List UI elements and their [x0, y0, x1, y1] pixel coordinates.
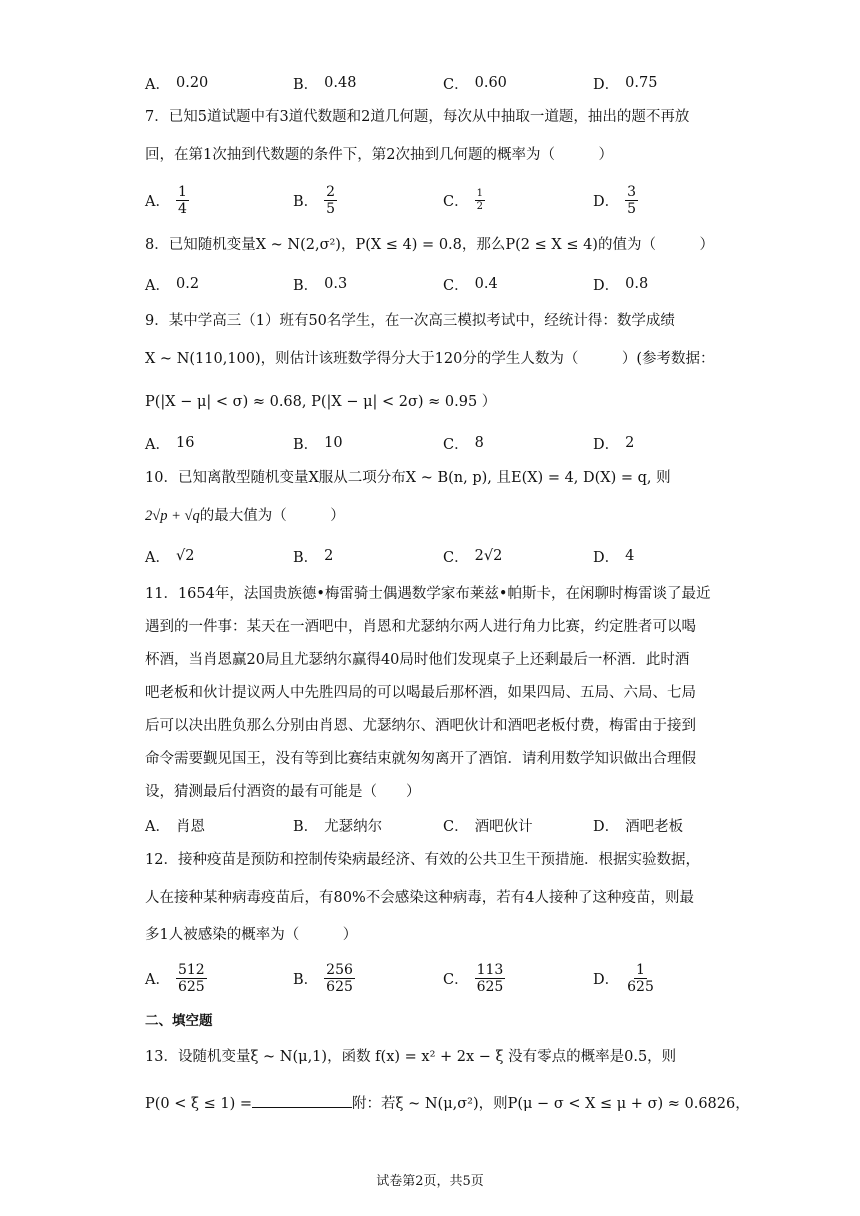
- q10-stem-line2: 2√p + √q的最大值为（ ）: [145, 508, 345, 524]
- q13-stem-line1: 13．设随机变量ξ ~ N(μ,1)，函数 f(x) = x² + 2x − ξ 没有零点的概率是0.5，则: [145, 1049, 677, 1065]
- q12-option-c: C． $\frac{113}{625}$: [443, 961, 504, 995]
- section-heading: 二、填空题: [145, 1013, 213, 1029]
- q10-option-a: A． √2: [145, 548, 195, 566]
- q8-option-d: D． 0.8: [593, 276, 649, 294]
- q10-options: [145, 539, 745, 573]
- q9-stem-line3: P(|X − μ| < σ) ≈ 0.68, P(|X − μ| < 2σ) ≈ 0.95 ）: [145, 394, 497, 410]
- q10-expression: 2√p + √q: [145, 508, 200, 524]
- q7-stem-line1: 7．已知5道试题中有3道代数题和2道几何题，每次从中抽取一道题，抽出的题不再放: [145, 109, 690, 125]
- q11-stem-line1: 11．1654年，法国贵族德•梅雷骑士偶遇数学家布莱兹•帕斯卡，在闲聊时梅雷谈了最近: [145, 586, 711, 602]
- q12-option-b: B． $\frac{256}{625}$: [293, 961, 353, 995]
- q10-stem-line1: 10．已知离散型随机变量X服从二项分布X ~ B(n, p), 且E(X) = 4, D(X) = q, 则: [145, 470, 671, 486]
- q11-option-b: B． 尤瑟纳尔: [293, 818, 383, 835]
- q11-stem-line4: 吧老板和伙计提议两人中先胜四局的可以喝最后那杯酒，如果四局、五局、六局、七局: [145, 685, 696, 701]
- q13-stem-line2: P(0 < ξ ≤ 1) = 附：若ξ ~ N(μ,σ²)，则P(μ − σ < X ≤ μ + σ) ≈ 0.6826，: [145, 1093, 750, 1114]
- answer-blank[interactable]: [252, 1093, 352, 1108]
- q9-stem-line2: X ~ N(110,100)，则估计该班数学得分大于120分的学生人数为（ ）(参考数据：: [145, 351, 715, 367]
- q9-option-a: A． 16: [145, 435, 195, 453]
- q9-option-c: C． 8: [443, 435, 484, 453]
- q7-option-b: B． $\frac{2}{5}$: [293, 183, 336, 217]
- q12-stem-line1: 12．接种疫苗是预防和控制传染病最经济、有效的公共卫生干预措施．根据实验数据，: [145, 852, 700, 868]
- page-footer: 试卷第2页，共5页: [376, 1174, 484, 1189]
- q6-options: [145, 66, 745, 100]
- q11-option-c: C． 酒吧伙计: [443, 818, 533, 835]
- q8-option-a: A． 0.2: [145, 276, 200, 294]
- q9-option-d: D． 2: [593, 435, 635, 453]
- q12-option-a: A． $\frac{512}{625}$: [145, 961, 205, 995]
- q7-stem-line2: 回，在第1次抽到代数题的条件下，第2次抽到几何题的概率为（ ）: [145, 147, 613, 163]
- q9-option-b: B． 10: [293, 435, 343, 453]
- q8-option-b: B． 0.3: [293, 276, 348, 294]
- q12-options: [145, 961, 745, 995]
- q7-option-c: C． $\frac{1}{2}$: [443, 187, 483, 212]
- q9-options: [145, 426, 745, 460]
- q11-stem-line3: 杯酒，当肖恩赢20局且尤瑟纳尔赢得40局时他们发现桌子上还剩最后一杯酒．此时酒: [145, 652, 690, 668]
- q6-option-b: B． 0.48: [293, 75, 357, 93]
- q11-stem-line5: 后可以决出胜负那么分别由肖恩、尤瑟纳尔、酒吧伙计和酒吧老板付费，梅雷由于接到: [145, 718, 696, 734]
- q11-stem-line2: 遇到的一件事：某天在一酒吧中，肖恩和尤瑟纳尔两人进行角力比赛，约定胜者可以喝: [145, 619, 696, 635]
- q12-option-d: D． $\frac{1}{625}$: [593, 961, 654, 995]
- q7-option-d: D． $\frac{3}{5}$: [593, 183, 637, 217]
- q7-option-a: A． $\frac{1}{4}$: [145, 183, 187, 217]
- q8-options: [145, 267, 745, 301]
- q11-stem-line7: 设，猜测最后付酒资的最有可能是（ ）: [145, 784, 421, 800]
- q6-option-a: A． 0.20: [145, 75, 209, 93]
- q6-option-c: C． 0.60: [443, 75, 507, 93]
- q10-option-b: B． 2: [293, 548, 334, 566]
- q10-option-d: D． 4: [593, 548, 635, 566]
- q11-option-d: D． 酒吧老板: [593, 818, 684, 835]
- q11-options: [145, 808, 745, 842]
- q12-stem-line2: 人在接种某种病毒疫苗后，有80%不会感染这种病毒，若有4人接种了这种疫苗，则最: [145, 890, 694, 906]
- q12-stem-line3: 多1人被感染的概率为（ ）: [145, 927, 358, 943]
- q6-option-d: D． 0.75: [593, 75, 658, 93]
- q8-stem: 8．已知随机变量X ~ N(2,σ²)，P(X ≤ 4) = 0.8，那么P(2 ≤ X ≤ 4)的值为（ ）: [145, 237, 714, 253]
- q7-options: [145, 183, 745, 217]
- q11-stem-line6: 命令需要觐见国王，没有等到比赛结束就匆匆离开了酒馆．请利用数学知识做出合理假: [145, 751, 696, 767]
- q9-stem-line1: 9．某中学高三（1）班有50名学生，在一次高三模拟考试中，经统计得：数学成绩: [145, 313, 675, 329]
- q8-option-c: C． 0.4: [443, 276, 498, 294]
- q11-option-a: A． 肖恩: [145, 818, 205, 835]
- q10-option-c: C． 2√2: [443, 548, 503, 566]
